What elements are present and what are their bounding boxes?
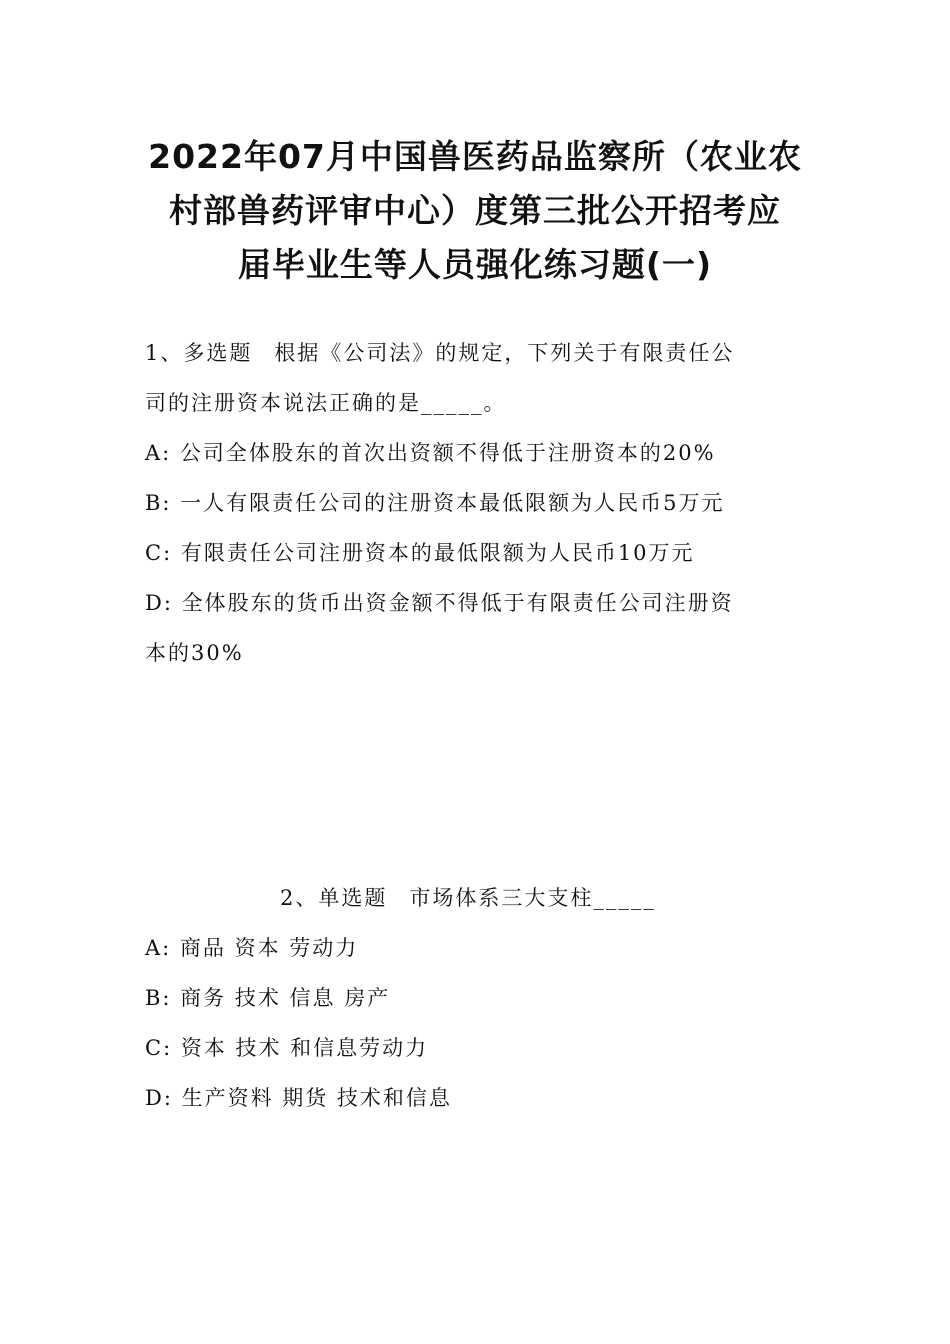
question-2-option-c: C: 资本 技术 和信息劳动力 (145, 1036, 429, 1060)
question-2-stem-text: 市场体系三大支柱_____ (409, 886, 656, 910)
question-1-stem-line-2: 司的注册资本说法正确的是_____。 (145, 391, 507, 415)
question-2 (145, 873, 810, 1123)
question-2-number: 2、 (280, 886, 319, 910)
question-2-type: 单选题 (318, 886, 388, 910)
question-1-option-d-line-2: 本的30% (145, 641, 244, 665)
question-1-option-d-line-1: D: 全体股东的货币出资金额不得低于有限责任公司注册资 (145, 591, 734, 615)
question-1-stem-text-1: 根据《公司法》的规定，下列关于有限责任公 (274, 341, 735, 365)
question-2-option-d: D: 生产资料 期货 技术和信息 (145, 1086, 452, 1110)
question-2-stem (145, 873, 810, 923)
question-2-option-a: A: 商品 资本 劳动力 (145, 936, 359, 960)
document-title (60, 130, 890, 292)
question-1 (145, 328, 810, 678)
title-line-1: 2022年07月中国兽医药品监察所（农业农 (148, 137, 802, 176)
question-2-option-b: B: 商务 技术 信息 房产 (145, 986, 391, 1010)
question-1-option-b: B: 一人有限责任公司的注册资本最低限额为人民币5万元 (145, 491, 725, 515)
question-1-option-a: A: 公司全体股东的首次出资额不得低于注册资本的20% (145, 441, 716, 465)
question-1-type: 多选题 (183, 341, 253, 365)
question-1-option-c: C: 有限责任公司注册资本的最低限额为人民币10万元 (145, 541, 695, 565)
question-1-stem-line-1 (145, 328, 810, 378)
title-line-2: 村部兽药评审中心）度第三批公开招考应 (169, 191, 781, 230)
question-1-number: 1、 (145, 341, 184, 365)
title-line-3: 届毕业生等人员强化练习题(一) (237, 245, 713, 284)
